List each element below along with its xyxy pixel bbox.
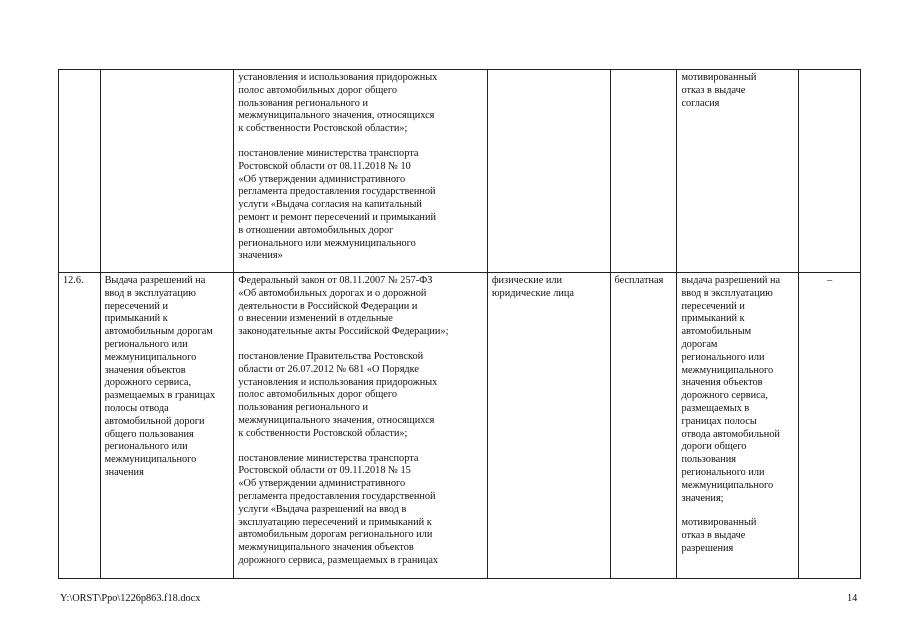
basis-paragraph — [238, 275, 482, 339]
text-line: межмуниципального — [104, 351, 197, 363]
text-line: значения объектов — [104, 364, 186, 376]
result-paragraph — [681, 517, 794, 555]
table-row — [59, 273, 861, 579]
text-line: общего пользования — [104, 428, 194, 440]
text-line: регионального или межмуниципального — [238, 237, 416, 249]
text-line: значения объектов — [681, 377, 763, 389]
text-line: межмуниципального — [104, 454, 197, 466]
text-line: межмуниципального — [681, 364, 774, 376]
text-line: постановление Правительства Ростовской — [238, 350, 424, 362]
text-line: регламента предоставления государственной — [238, 186, 436, 198]
text-line: мотивированный — [681, 72, 757, 83]
text-line: размещаемых в — [681, 402, 750, 414]
text-line: Ростовской области от 08.11.2018 № 10 — [238, 160, 411, 172]
text-line: полос автомобильных дорог общего — [238, 84, 397, 96]
text-line: о внесении изменений в отдельные — [238, 313, 393, 325]
text-line: автомобильным дорогам — [104, 326, 213, 338]
text-line: Федеральный закон от 08.11.2007 № 257-ФЗ — [238, 275, 433, 286]
text-line: дорогам — [681, 338, 718, 350]
text-line: автомобильным дорогам регионального или — [238, 529, 433, 541]
cell-service-name — [100, 70, 234, 273]
text-line: пересечений и — [104, 300, 168, 312]
text-line: «Об утверждении административного — [238, 173, 406, 185]
text-line: полосы отвода — [104, 402, 169, 414]
text-line: установления и использования придорожных — [238, 72, 438, 83]
text-line: постановление министерства транспорта — [238, 452, 419, 464]
text-line: пересечений и — [681, 300, 745, 312]
basis-paragraph — [238, 351, 482, 441]
text-line: услуги «Выдача согласия на капитальный — [238, 199, 422, 211]
text-line: пользования — [681, 454, 737, 466]
text-line: межмуниципального значения, относящихся — [238, 414, 435, 426]
text-line: ввод в эксплуатацию — [681, 287, 773, 299]
cell-payment: бесплатная — [610, 273, 677, 579]
cell-applicants — [487, 70, 610, 273]
text-line: к собственности Ростовской области»; — [238, 427, 408, 439]
cell-legal-basis — [234, 273, 487, 579]
text-line: выдача разрешений на — [681, 275, 781, 286]
text-line: дорожного сервиса, — [104, 377, 192, 389]
text-line: согласия — [681, 97, 720, 109]
text-line: юридические лица — [491, 287, 574, 299]
text-line: ввод в эксплуатацию — [104, 287, 196, 299]
text-line: разрешения — [681, 542, 734, 554]
footer-page-number: 14 — [847, 593, 858, 604]
text-line: регионального или — [104, 338, 188, 350]
text-line: примыканий к — [681, 313, 745, 325]
text-line: области от 26.07.2012 № 681 «О Порядке — [238, 363, 419, 375]
footer-file-path: Y:\ORST\Ppo\1226p863.f18.docx — [60, 593, 201, 604]
result-paragraph — [681, 72, 794, 110]
table-row — [59, 70, 861, 273]
text-line: дорожного сервиса, размещаемых в границах — [238, 554, 439, 566]
text-line: установления и использования придорожных — [238, 376, 438, 388]
text-line: Ростовской области от 09.11.2018 № 15 — [238, 465, 411, 477]
basis-paragraph — [238, 148, 482, 263]
text-line: эксплуатацию пересечений и примыканий к — [238, 516, 432, 528]
service-name-text — [105, 275, 230, 480]
text-line: «Об утверждении административного — [238, 478, 406, 490]
text-line: ремонт и ремонт пересечений и примыканий — [238, 211, 436, 223]
cell-legal-basis — [234, 70, 487, 273]
text-line: межмуниципального — [681, 479, 774, 491]
text-line: межмуниципального значения, относящихся — [238, 110, 435, 122]
text-line: примыканий к — [104, 313, 168, 325]
text-line: пользования регионального и — [238, 402, 368, 414]
applicants-text — [492, 275, 606, 301]
cell-payment — [610, 70, 677, 273]
text-line: регионального или — [681, 351, 765, 363]
cell-extra: – — [799, 273, 861, 579]
text-line: услуги «Выдача разрешений на ввод в — [238, 503, 407, 515]
text-line: постановление министерства транспорта — [238, 147, 419, 159]
text-line: отвода автомобильной — [681, 428, 780, 440]
cell-extra — [799, 70, 861, 273]
text-line: значения» — [238, 250, 283, 262]
cell-result — [677, 273, 799, 579]
cell-number — [59, 70, 101, 273]
text-line: дороги общего — [681, 441, 747, 453]
result-paragraph — [681, 275, 794, 505]
text-line: полос автомобильных дорог общего — [238, 389, 397, 401]
text-line: регламента предоставления государственной — [238, 490, 436, 502]
cell-service-name — [100, 273, 234, 579]
text-line: дорожного сервиса, — [681, 390, 768, 402]
text-line: Выдача разрешений на — [104, 275, 206, 286]
text-line: физические или — [491, 275, 563, 286]
cell-number: 12.6. — [59, 273, 101, 579]
text-line: значения — [104, 466, 144, 478]
text-line: законодательные акты Российской Федерации»; — [238, 326, 449, 338]
text-line: пользования регионального и — [238, 97, 368, 109]
text-line: деятельности в Российской Федерации и — [238, 300, 418, 312]
basis-paragraph — [238, 72, 482, 136]
text-line: размещаемых в границах — [104, 390, 216, 402]
text-line: отказ в выдаче — [681, 530, 746, 542]
text-line: к собственности Ростовской области»; — [238, 123, 408, 135]
text-line: границах полосы — [681, 415, 757, 427]
services-table — [58, 69, 861, 579]
text-line: мотивированный — [681, 517, 757, 529]
text-line: автомобильной дороги — [104, 415, 205, 427]
text-line: «Об автомобильных дорогах и о дорожной — [238, 287, 427, 299]
text-line: значения; — [681, 492, 724, 504]
text-line: в отношении автомобильных дорог — [238, 224, 394, 236]
text-line: автомобильным — [681, 326, 752, 338]
text-line: регионального или — [104, 441, 188, 453]
cell-applicants — [487, 273, 610, 579]
text-line: межмуниципального значения объектов — [238, 542, 414, 554]
text-line: регионального или — [681, 466, 765, 478]
text-line: отказ в выдаче — [681, 84, 746, 96]
cell-result — [677, 70, 799, 273]
basis-paragraph — [238, 453, 482, 568]
